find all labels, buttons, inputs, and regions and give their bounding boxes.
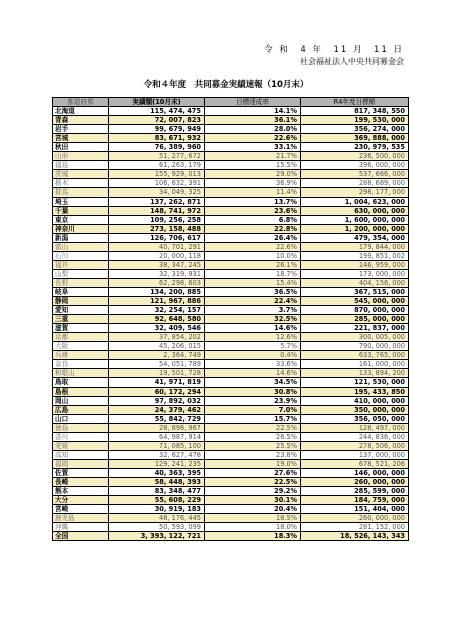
cell-target: 396, 000, 000: [301, 161, 409, 170]
cell-prefecture: 大分: [53, 496, 109, 505]
cell-target: 356, 050, 000: [301, 414, 409, 423]
cell-rate: 27.6%: [205, 468, 301, 477]
cell-rate: 20.4%: [205, 505, 301, 514]
table-row: [53, 306, 409, 315]
cell-target: 870, 000, 000: [301, 306, 409, 315]
cell-actual: 41, 971, 819: [109, 378, 205, 387]
column-header-target: R4年度目標額: [301, 98, 409, 107]
cell-target: 146, 000, 000: [301, 468, 409, 477]
table-row: [53, 278, 409, 287]
table-row: [53, 333, 409, 342]
cell-target: 195, 433, 850: [301, 387, 409, 396]
table-row: [53, 351, 409, 360]
cell-actual: 24, 379, 462: [109, 405, 205, 414]
cell-actual: 109, 256, 258: [109, 215, 205, 224]
cell-target: 221, 837, 000: [301, 324, 409, 333]
cell-prefecture: 愛媛: [53, 441, 109, 450]
cell-target: 278, 506, 000: [301, 441, 409, 450]
cell-target: 285, 599, 000: [301, 487, 409, 496]
cell-prefecture: 山形: [53, 152, 109, 161]
cell-prefecture: 鹿児島: [53, 514, 109, 523]
cell-prefecture: 東京: [53, 215, 109, 224]
cell-prefecture: 青森: [53, 116, 109, 125]
cell-rate: 15.7%: [205, 414, 301, 423]
table-row: [53, 179, 409, 188]
cell-prefecture: 石川: [53, 251, 109, 260]
cell-prefecture: 広島: [53, 405, 109, 414]
cell-target: 179, 844, 000: [301, 242, 409, 251]
cell-prefecture: 京都: [53, 333, 109, 342]
table-row: [53, 215, 409, 224]
cell-actual: 37, 854, 202: [109, 333, 205, 342]
cell-rate: 12.6%: [205, 333, 301, 342]
cell-target: 633, 765, 000: [301, 351, 409, 360]
cell-target: 545, 000, 000: [301, 297, 409, 306]
cell-actual: 121, 967, 886: [109, 297, 205, 306]
cell-prefecture: 岩手: [53, 125, 109, 134]
table-row: [53, 532, 409, 541]
cell-actual: 32, 627, 478: [109, 450, 205, 459]
cell-target: 790, 000, 000: [301, 342, 409, 351]
cell-prefecture: 秋田: [53, 143, 109, 152]
cell-actual: 32, 254, 157: [109, 306, 205, 315]
cell-prefecture: 沖縄: [53, 523, 109, 532]
table-row: [53, 505, 409, 514]
cell-prefecture: 和歌山: [53, 369, 109, 378]
cell-actual: 30, 919, 183: [109, 505, 205, 514]
cell-target: 367, 515, 000: [301, 287, 409, 296]
column-header-rate: 目標達成率: [205, 98, 301, 107]
cell-target: 288, 689, 000: [301, 179, 409, 188]
table-row: [53, 233, 409, 242]
report-title: 令和４年度 共同募金実績速報（10月末）: [143, 80, 309, 90]
cell-target: 410, 000, 000: [301, 396, 409, 405]
cell-actual: 72, 007, 823: [109, 116, 205, 125]
cell-rate: 10.0%: [205, 251, 301, 260]
cell-actual: 97, 892, 032: [109, 396, 205, 405]
cell-target: 1, 004, 623, 000: [301, 197, 409, 206]
cell-actual: 54, 051, 789: [109, 360, 205, 369]
table-body: [53, 107, 409, 541]
cell-actual: 48, 176, 445: [109, 514, 205, 523]
cell-target: 404, 156, 000: [301, 278, 409, 287]
table-row: [53, 396, 409, 405]
cell-actual: 40, 701, 291: [109, 242, 205, 251]
table-row: [53, 459, 409, 468]
cell-target: 369, 888, 000: [301, 134, 409, 143]
table-row: [53, 197, 409, 206]
cell-target: 285, 000, 000: [301, 315, 409, 324]
cell-rate: 22.4%: [205, 297, 301, 306]
cell-target: 350, 000, 000: [301, 405, 409, 414]
cell-rate: 18.0%: [205, 523, 301, 532]
cell-rate: 23.6%: [205, 206, 301, 215]
cell-rate: 18.5%: [205, 514, 301, 523]
cell-target: 236, 500, 000: [301, 152, 409, 161]
cell-prefecture: 大阪: [53, 342, 109, 351]
results-table: [52, 97, 409, 541]
cell-prefecture: 奈良: [53, 360, 109, 369]
cell-target: 18, 526, 143, 343: [301, 532, 409, 541]
cell-target: 137, 000, 000: [301, 450, 409, 459]
cell-target: 128, 497, 000: [301, 423, 409, 432]
cell-prefecture: 徳島: [53, 423, 109, 432]
cell-rate: 29.2%: [205, 487, 301, 496]
cell-rate: 33.1%: [205, 143, 301, 152]
cell-actual: 137, 262, 871: [109, 197, 205, 206]
cell-target: 260, 000, 000: [301, 477, 409, 486]
cell-actual: 45, 206, 015: [109, 342, 205, 351]
cell-rate: 22.6%: [205, 134, 301, 143]
cell-actual: 129, 241, 235: [109, 459, 205, 468]
table-row: [53, 405, 409, 414]
cell-prefecture: 茨城: [53, 170, 109, 179]
cell-rate: 18.7%: [205, 269, 301, 278]
table-row: [53, 378, 409, 387]
cell-actual: 126, 706, 617: [109, 233, 205, 242]
table-row: [53, 523, 409, 532]
table-row: [53, 477, 409, 486]
cell-actual: 38, 347, 245: [109, 260, 205, 269]
cell-rate: 23.8%: [205, 450, 301, 459]
table-row: [53, 188, 409, 197]
cell-rate: 25.5%: [205, 441, 301, 450]
cell-target: 244, 836, 000: [301, 432, 409, 441]
cell-actual: 32, 319, 931: [109, 269, 205, 278]
cell-prefecture: 富山: [53, 242, 109, 251]
table-row: [53, 342, 409, 351]
cell-rate: 30.8%: [205, 387, 301, 396]
cell-rate: 30.1%: [205, 496, 301, 505]
cell-target: 281, 152, 000: [301, 523, 409, 532]
cell-prefecture: 栃木: [53, 179, 109, 188]
cell-prefecture: 千葉: [53, 206, 109, 215]
cell-prefecture: 新潟: [53, 233, 109, 242]
cell-actual: 273, 158, 488: [109, 224, 205, 233]
cell-actual: 19, 501, 728: [109, 369, 205, 378]
table-row: [53, 125, 409, 134]
cell-rate: 18.3%: [205, 532, 301, 541]
cell-target: 199, 851, 002: [301, 251, 409, 260]
cell-actual: 62, 298, 603: [109, 278, 205, 287]
cell-prefecture: 全国: [53, 532, 109, 541]
table-row: [53, 432, 409, 441]
cell-prefecture: 宮城: [53, 134, 109, 143]
cell-target: 173, 000, 000: [301, 269, 409, 278]
cell-actual: 55, 608, 229: [109, 496, 205, 505]
cell-prefecture: 静岡: [53, 297, 109, 306]
cell-prefecture: 愛知: [53, 306, 109, 315]
table-row: [53, 450, 409, 459]
cell-actual: 28, 896, 967: [109, 423, 205, 432]
table-row: [53, 414, 409, 423]
cell-prefecture: 長崎: [53, 477, 109, 486]
cell-target: 1, 200, 000, 000: [301, 224, 409, 233]
cell-prefecture: 長野: [53, 278, 109, 287]
cell-rate: 28.0%: [205, 125, 301, 134]
cell-target: 479, 354, 000: [301, 233, 409, 242]
cell-rate: 14.1%: [205, 107, 301, 116]
table-row: [53, 297, 409, 306]
cell-actual: 61, 263, 179: [109, 161, 205, 170]
cell-rate: 15.4%: [205, 278, 301, 287]
cell-rate: 6.8%: [205, 215, 301, 224]
cell-prefecture: 宮崎: [53, 505, 109, 514]
cell-actual: 3, 393, 122, 721: [109, 532, 205, 541]
cell-prefecture: 神奈川: [53, 224, 109, 233]
cell-target: 298, 177, 000: [301, 188, 409, 197]
table-row: [53, 206, 409, 215]
cell-actual: 34, 049, 325: [109, 188, 205, 197]
table-row: [53, 242, 409, 251]
cell-rate: 22.8%: [205, 224, 301, 233]
cell-actual: 76, 389, 960: [109, 143, 205, 152]
table-row: [53, 134, 409, 143]
cell-target: 133, 894, 200: [301, 369, 409, 378]
cell-rate: 14.6%: [205, 369, 301, 378]
table-header-row: [53, 98, 409, 107]
cell-rate: 26.5%: [205, 432, 301, 441]
table-row: [53, 170, 409, 179]
cell-rate: 19.0%: [205, 459, 301, 468]
table-row: [53, 360, 409, 369]
cell-target: 630, 000, 000: [301, 206, 409, 215]
cell-prefecture: 滋賀: [53, 324, 109, 333]
cell-rate: 33.6%: [205, 360, 301, 369]
table-row: [53, 423, 409, 432]
cell-rate: 29.0%: [205, 170, 301, 179]
table-row: [53, 441, 409, 450]
cell-target: 260, 000, 000: [301, 514, 409, 523]
cell-actual: 60, 172, 294: [109, 387, 205, 396]
cell-actual: 71, 085, 100: [109, 441, 205, 450]
cell-rate: 22.5%: [205, 477, 301, 486]
cell-actual: 2, 364, 749: [109, 351, 205, 360]
cell-actual: 148, 741, 972: [109, 206, 205, 215]
column-header-actual: 実績額(10月末): [109, 98, 205, 107]
cell-target: 184, 759, 000: [301, 496, 409, 505]
cell-prefecture: 岡山: [53, 396, 109, 405]
cell-rate: 21.7%: [205, 152, 301, 161]
table-row: [53, 107, 409, 116]
cell-rate: 32.5%: [205, 315, 301, 324]
cell-rate: 26.4%: [205, 233, 301, 242]
cell-actual: 83, 348, 477: [109, 487, 205, 496]
cell-target: 356, 274, 000: [301, 125, 409, 134]
cell-prefecture: 熊本: [53, 487, 109, 496]
cell-actual: 92, 648, 580: [109, 315, 205, 324]
cell-target: 161, 000, 000: [301, 360, 409, 369]
cell-rate: 23.9%: [205, 396, 301, 405]
cell-actual: 99, 679, 949: [109, 125, 205, 134]
table-row: [53, 251, 409, 260]
cell-target: 230, 979, 535: [301, 143, 409, 152]
cell-rate: 36.1%: [205, 116, 301, 125]
cell-actual: 83, 671, 932: [109, 134, 205, 143]
table-row: [53, 514, 409, 523]
table-row: [53, 287, 409, 296]
cell-prefecture: 兵庫: [53, 351, 109, 360]
table-row: [53, 487, 409, 496]
cell-actual: 32, 409, 546: [109, 324, 205, 333]
cell-rate: 3.7%: [205, 306, 301, 315]
cell-rate: 36.5%: [205, 287, 301, 296]
table-row: [53, 161, 409, 170]
cell-actual: 58, 448, 393: [109, 477, 205, 486]
table-row: [53, 116, 409, 125]
table-row: [53, 496, 409, 505]
cell-target: 300, 005, 000: [301, 333, 409, 342]
cell-rate: 15.5%: [205, 161, 301, 170]
table-row: [53, 387, 409, 396]
cell-target: 1, 600, 000, 000: [301, 215, 409, 224]
table-row: [53, 315, 409, 324]
cell-prefecture: 岐阜: [53, 287, 109, 296]
cell-rate: 22.6%: [205, 242, 301, 251]
cell-prefecture: 鳥取: [53, 378, 109, 387]
cell-rate: 36.9%: [205, 179, 301, 188]
organization-name: 社会福祉法人中央共同募金会: [300, 57, 404, 66]
cell-target: 678, 521, 206: [301, 459, 409, 468]
cell-actual: 106, 632, 391: [109, 179, 205, 188]
cell-rate: 0.4%: [205, 351, 301, 360]
cell-actual: 55, 842, 729: [109, 414, 205, 423]
cell-prefecture: 群馬: [53, 188, 109, 197]
table-row: [53, 260, 409, 269]
cell-prefecture: 佐賀: [53, 468, 109, 477]
table-row: [53, 269, 409, 278]
cell-actual: 20, 000, 118: [109, 251, 205, 260]
table-row: [53, 468, 409, 477]
report-date: 令 和 4 年 11 月 11 日: [264, 45, 404, 55]
table-row: [53, 152, 409, 161]
cell-actual: 64, 987, 914: [109, 432, 205, 441]
cell-actual: 115, 474, 475: [109, 107, 205, 116]
cell-prefecture: 福島: [53, 161, 109, 170]
cell-actual: 51, 277, 672: [109, 152, 205, 161]
cell-target: 146, 959, 000: [301, 260, 409, 269]
table-row: [53, 324, 409, 333]
cell-prefecture: 三重: [53, 315, 109, 324]
cell-rate: 26.1%: [205, 260, 301, 269]
table-row: [53, 369, 409, 378]
cell-prefecture: 高知: [53, 450, 109, 459]
cell-actual: 155, 929, 013: [109, 170, 205, 179]
cell-rate: 7.0%: [205, 405, 301, 414]
cell-actual: 134, 200, 885: [109, 287, 205, 296]
cell-rate: 22.5%: [205, 423, 301, 432]
cell-prefecture: 福井: [53, 260, 109, 269]
cell-prefecture: 島根: [53, 387, 109, 396]
cell-prefecture: 埼玉: [53, 197, 109, 206]
cell-rate: 13.7%: [205, 197, 301, 206]
cell-rate: 5.7%: [205, 342, 301, 351]
cell-rate: 34.5%: [205, 378, 301, 387]
cell-target: 817, 348, 550: [301, 107, 409, 116]
cell-prefecture: 香川: [53, 432, 109, 441]
cell-target: 199, 530, 000: [301, 116, 409, 125]
cell-rate: 14.6%: [205, 324, 301, 333]
cell-actual: 40, 363, 395: [109, 468, 205, 477]
column-header-prefecture: 都道府県: [53, 98, 109, 107]
table-row: [53, 143, 409, 152]
cell-prefecture: 福岡: [53, 459, 109, 468]
cell-target: 151, 404, 000: [301, 505, 409, 514]
cell-target: 537, 666, 000: [301, 170, 409, 179]
cell-prefecture: 山口: [53, 414, 109, 423]
cell-rate: 11.4%: [205, 188, 301, 197]
cell-target: 121, 530, 000: [301, 378, 409, 387]
table-row: [53, 224, 409, 233]
cell-prefecture: 北海道: [53, 107, 109, 116]
cell-prefecture: 山梨: [53, 269, 109, 278]
cell-actual: 50, 593, 099: [109, 523, 205, 532]
